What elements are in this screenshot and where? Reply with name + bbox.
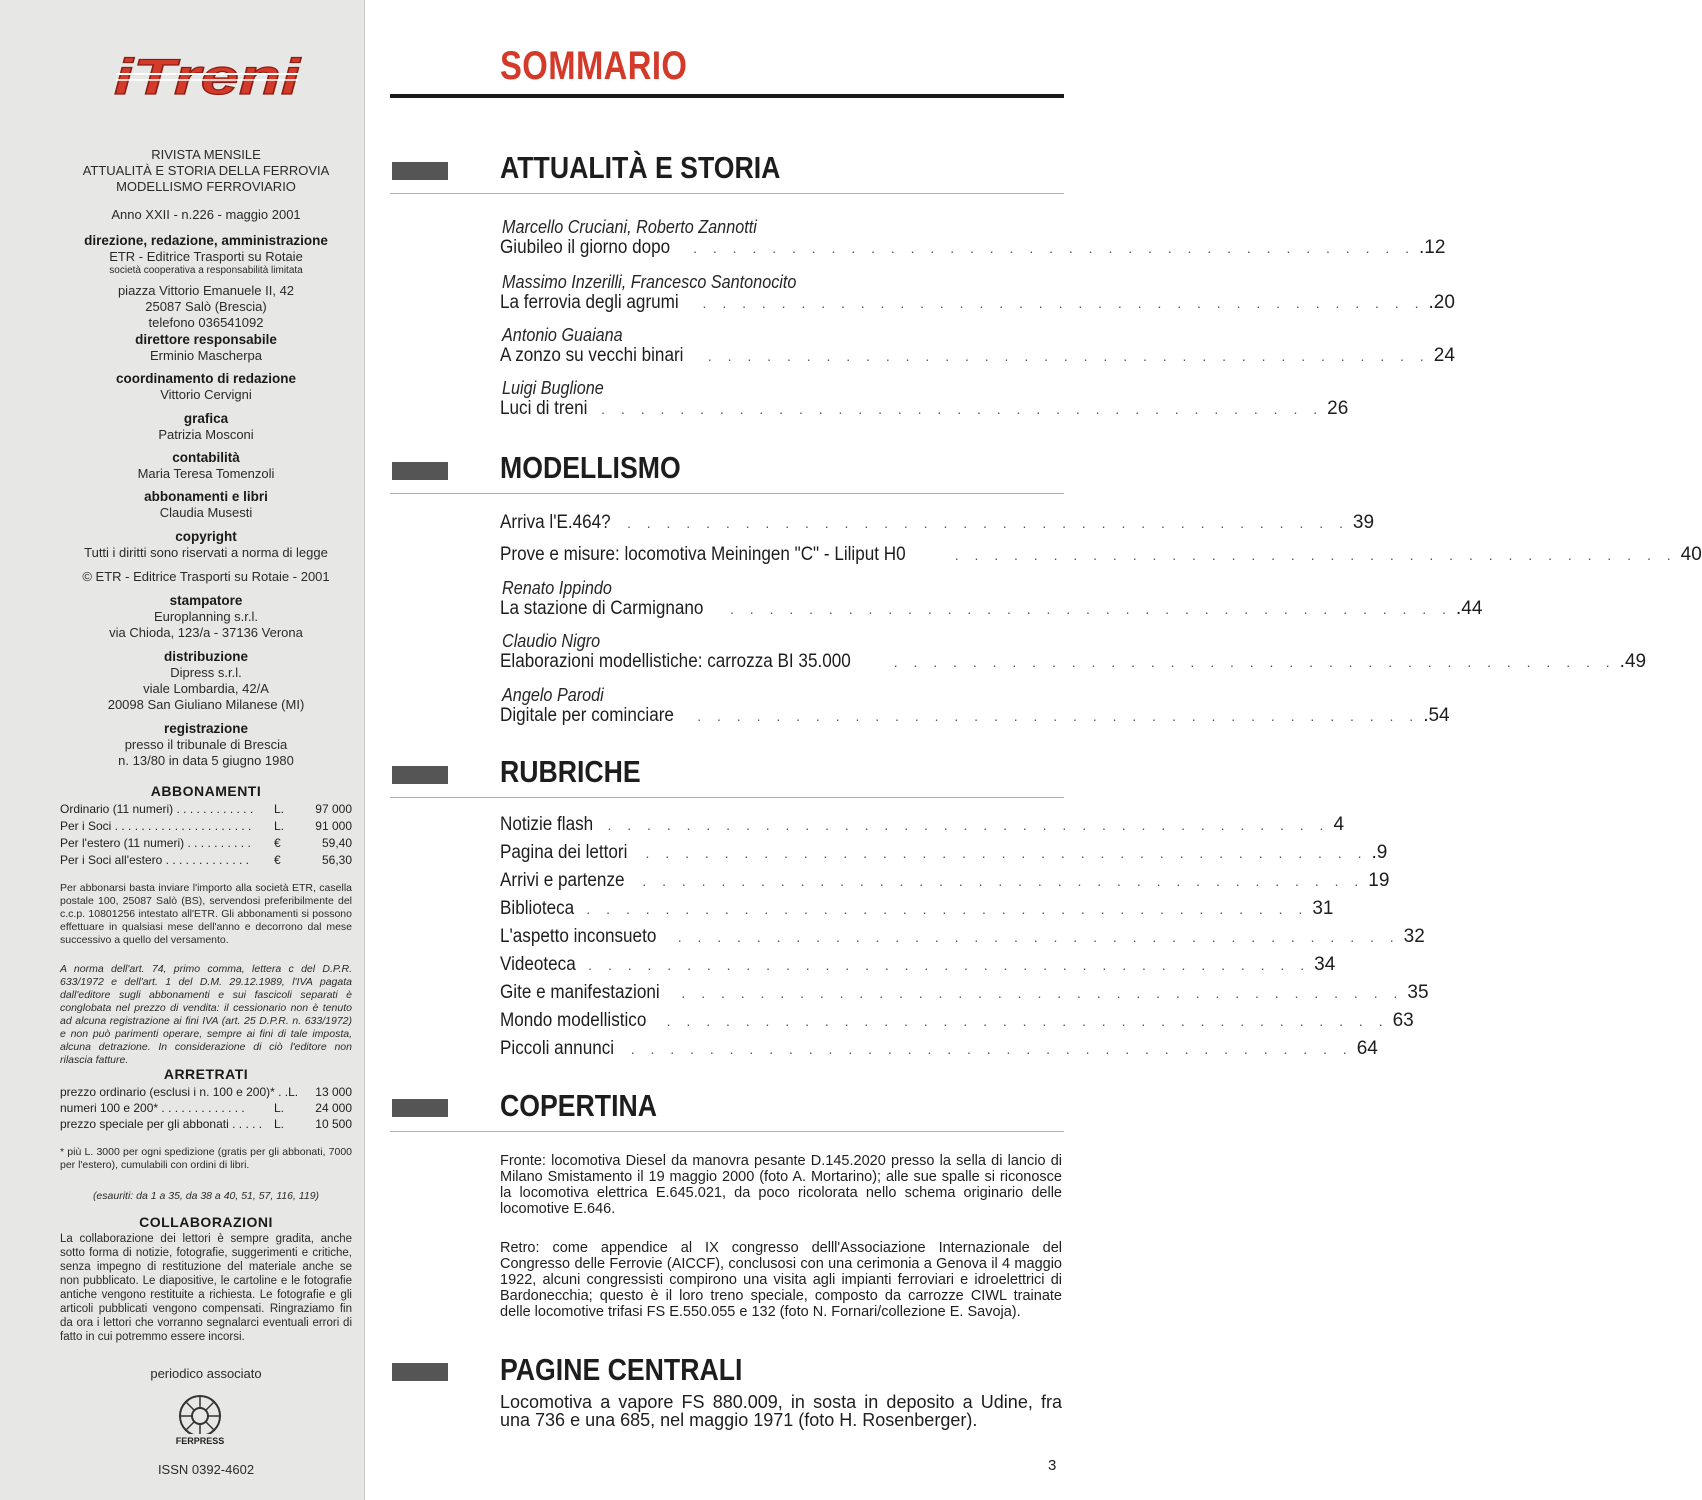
toc-entry[interactable] — [500, 870, 1390, 892]
toc-entry[interactable] — [500, 544, 1702, 566]
toc-page-number: .12 — [1419, 237, 1446, 258]
tagline-line: MODELLISMO FERROVIARIO — [116, 179, 296, 194]
section-title-modellismo: MODELLISMO — [500, 450, 681, 485]
leader-dots: . . . . . . . . . . . . . . . . . . . . . . . . . . . . . . . . . . . . . — [702, 295, 1425, 311]
tagline — [50, 147, 362, 195]
price-row — [60, 1116, 352, 1132]
issue-info: Anno XXII - n.226 - maggio 2001 — [111, 207, 301, 222]
toc-entry[interactable] — [500, 651, 1647, 673]
svg-text:iTreni: iTreni — [114, 49, 302, 105]
section-marker — [392, 162, 448, 180]
toc-page-number: 39 — [1352, 512, 1375, 533]
cover-front-caption: Fronte: locomotiva Diesel da manovra pesante D.145.2020 presso la sella di lancio di Milano Smistamento il 19 maggio 2000 (foto A. Mortarino); alle sue spalle si riconosce la locomotiva elettrica E.645.021, da poco ricolorata nello schema originario delle locomotive E.646. — [500, 1153, 1062, 1217]
toc-entry-title: Arrivi e partenze — [500, 870, 625, 891]
credit-line: ETR - Editrice Trasporti su Rotaie — [109, 249, 303, 264]
credit-line: n. 13/80 in data 5 giugno 1980 — [118, 753, 294, 768]
toc-page-number: 32 — [1403, 926, 1425, 947]
section-rule — [390, 1131, 1064, 1132]
credit-line: 25087 Salò (Brescia) — [145, 299, 267, 314]
iva-legal-note: A norma dell'art. 74, primo comma, lettera c del D.P.R. 633/1972 e dell'art. 1 del D.M. 29.12.1989, l'IVA pagata dall'editore sugli abbonamenti e sui fascicoli separati è conglobata nel prezzo di vendita: il cessionario non è tenuto ad alcuna registrazione ai fini IVA (art. 25 D.P.R. n. 633/1972) e non può parimenti operare, sempre ai fini di tale imposta, alcuna detrazione. In considerazione di ciò l'editore non rilascia fatture. — [60, 963, 352, 1066]
leader-dots: . . . . . . . . . . . . . . . . . . . . . . . . . . . . . . . . . . . . . — [697, 708, 1420, 724]
credits-copyright — [50, 529, 362, 585]
leader-dots: . . . . . . . . . . . . . . . . . . . . . . . . . . . . . . . . . . . . . — [588, 957, 1311, 973]
toc-entry-title: Mondo modellistico — [500, 1010, 647, 1031]
price-label: Per i Soci all'estero . . . . . . . . . . . . . — [60, 853, 250, 867]
price-currency: L. — [274, 1117, 285, 1131]
price-currency: L. — [274, 819, 285, 833]
toc-entry-title: Piccoli annunci — [500, 1038, 615, 1059]
price-label: numeri 100 e 200* . . . . . . . . . . . . . — [60, 1101, 245, 1115]
toc-page-number: 63 — [1392, 1010, 1414, 1031]
toc-page-number: 34 — [1314, 954, 1336, 975]
credits-registrazione — [50, 721, 362, 769]
esauriti-note: (esauriti: da 1 a 35, da 38 a 40, 51, 57, 116, 119) — [92, 1190, 320, 1202]
toc-entry-title: La ferrovia degli agrumi — [500, 292, 679, 313]
price-label: prezzo ordinario (esclusi i n. 100 e 200)* . . — [60, 1085, 289, 1099]
toc-entry-title: La stazione di Carmignano — [500, 598, 704, 619]
arretrati-heading: ARRETRATI — [163, 1066, 249, 1082]
credit-line: Maria Teresa Tomenzoli — [137, 466, 275, 481]
price-amount: 24 000 — [315, 1101, 352, 1115]
price-row — [60, 1100, 352, 1116]
toc-entry[interactable] — [500, 1010, 1414, 1032]
credit-line: Erminio Mascherpa — [150, 348, 262, 363]
toc-entry[interactable] — [500, 345, 1455, 367]
associato-label: periodico associato — [150, 1366, 262, 1381]
leader-dots: . . . . . . . . . . . . . . . . . . . . . . . . . . . . . . . . . . . . . — [893, 654, 1616, 670]
toc-entry[interactable] — [500, 954, 1336, 976]
toc-page-number: .44 — [1455, 598, 1483, 619]
section-rule — [390, 797, 1064, 798]
credits-grafica — [50, 411, 362, 443]
toc-entry[interactable] — [500, 237, 1446, 259]
toc-page-number: 26 — [1327, 398, 1349, 419]
toc-page-number: .9 — [1371, 842, 1388, 863]
section-title-copertina: COPERTINA — [500, 1088, 658, 1123]
leader-dots: . . . . . . . . . . . . . . . . . . . . . . . . . . . . . . . . . . . . . — [954, 547, 1677, 563]
price-label: Per l'estero (11 numeri) . . . . . . . . . . — [60, 836, 251, 850]
credit-line: viale Lombardia, 42/A — [143, 681, 269, 696]
page-number: 3 — [1048, 1457, 1057, 1474]
section-title-rubriche: RUBRICHE — [500, 754, 641, 789]
credit-line: via Chioda, 123/a - 37136 Verona — [109, 625, 303, 640]
credits-contabilita — [50, 450, 362, 482]
credits-stampatore — [50, 593, 362, 641]
price-currency: € — [274, 853, 281, 867]
toc-page-number: 64 — [1356, 1038, 1378, 1059]
credit-line: 20098 San Giuliano Milanese (MI) — [107, 697, 305, 712]
toc-entry[interactable] — [500, 842, 1388, 864]
toc-entry-title: Videoteca — [500, 954, 576, 975]
price-row — [60, 852, 352, 868]
credit-heading: registrazione — [163, 721, 249, 736]
credit-heading: contabilità — [172, 450, 240, 465]
toc-entry-title: L'aspetto inconsueto — [500, 926, 657, 947]
toc-entry-title: Digitale per cominciare — [500, 705, 674, 726]
price-amount: 10 500 — [315, 1117, 352, 1131]
toc-entry[interactable] — [500, 982, 1429, 1004]
leader-dots: . . . . . . . . . . . . . . . . . . . . . . . . . . . . . . . . . . . . . — [681, 985, 1404, 1001]
leader-dots: . . . . . . . . . . . . . . . . . . . . . . . . . . . . . . . . . . . . . — [642, 873, 1365, 889]
toc-page-number: .54 — [1423, 705, 1450, 726]
price-row — [60, 835, 352, 851]
toc-entry-title: Gite e manifestazioni — [500, 982, 660, 1003]
toc-entry[interactable] — [500, 398, 1349, 420]
toc-entry-title: Arriva l'E.464? — [500, 512, 611, 533]
article-author: Renato Ippindo — [502, 578, 612, 598]
toc-page-number: 4 — [1333, 814, 1345, 835]
toc-page-number: 19 — [1368, 870, 1390, 891]
credit-heading: distribuzione — [164, 649, 248, 664]
section-title-pagine-centrali: PAGINE CENTRALI — [500, 1352, 743, 1387]
price-amount: 59,40 — [321, 836, 352, 850]
credit-small: società cooperativa a responsabilità limitata — [109, 265, 303, 276]
credits-distribuzione — [50, 649, 362, 713]
leader-dots: . . . . . . . . . . . . . . . . . . . . . . . . . . . . . . . . . . . . . — [730, 601, 1452, 617]
toc-entry[interactable] — [500, 598, 1483, 620]
toc-page-number: 31 — [1312, 898, 1334, 919]
leader-dots: . . . . . . . . . . . . . . . . . . . . . . . . . . . . . . . . . . . . . — [677, 929, 1400, 945]
leader-dots: . . . . . . . . . . . . . . . . . . . . . . . . . . . . . . . . . . . . . — [601, 401, 1324, 417]
article-author: Angelo Parodi — [502, 685, 604, 705]
credit-heading: stampatore — [169, 593, 243, 608]
tagline-line: ATTUALITÀ E STORIA DELLA FERROVIA — [82, 163, 330, 178]
toc-entry[interactable] — [500, 1038, 1378, 1060]
credit-heading: direttore responsabile — [135, 332, 277, 347]
toc-entry[interactable] — [500, 926, 1425, 948]
toc-entry-title: Pagina dei lettori — [500, 842, 628, 863]
page-title: SOMMARIO — [500, 44, 688, 88]
leader-dots: . . . . . . . . . . . . . . . . . . . . . . . . . . . . . . . . . . . . . — [693, 240, 1416, 256]
price-row — [60, 1084, 352, 1100]
toc-entry[interactable] — [500, 814, 1345, 836]
price-amount: 97 000 — [315, 802, 352, 816]
leader-dots: . . . . . . . . . . . . . . . . . . . . . . . . . . . . . . . . . . . . . — [586, 901, 1309, 917]
price-label: Ordinario (11 numeri) . . . . . . . . . . . . — [60, 802, 254, 816]
section-marker — [392, 462, 448, 480]
toc-entry-title: Biblioteca — [500, 898, 575, 919]
price-amount: 13 000 — [315, 1085, 352, 1099]
credit-line: Dipress s.r.l. — [170, 665, 242, 680]
toc-entry-title: Luci di treni — [500, 398, 588, 419]
price-amount: 56,30 — [321, 853, 352, 867]
credit-heading: grafica — [183, 411, 229, 426]
toc-entry-title: Prove e misure: locomotiva Meiningen "C" - Liliput H0 — [500, 544, 906, 565]
itreni-logo — [112, 50, 302, 106]
toc-page-number: 24 — [1433, 345, 1455, 366]
price-row — [60, 801, 352, 817]
article-author: Massimo Inzerilli, Francesco Santonocito — [502, 272, 797, 292]
tagline-line: RIVISTA MENSILE — [151, 147, 261, 162]
credits-direttore — [50, 332, 362, 364]
credit-heading: copyright — [175, 529, 237, 544]
section-title-attualita: ATTUALITÀ E STORIA — [500, 150, 781, 185]
price-label: Per i Soci . . . . . . . . . . . . . . . . . . . . . — [60, 819, 252, 833]
toc-entry[interactable] — [500, 512, 1375, 534]
toc-entry-title: Notizie flash — [500, 814, 594, 835]
section-marker — [392, 766, 448, 784]
price-currency: L. — [288, 1085, 299, 1099]
article-author: Marcello Cruciani, Roberto Zannotti — [502, 217, 757, 237]
abbonamenti-heading: ABBONAMENTI — [150, 783, 262, 799]
leader-dots: . . . . . . . . . . . . . . . . . . . . . . . . . . . . . . . . . . . . . — [707, 348, 1430, 364]
article-author: Antonio Guaiana — [502, 325, 623, 345]
credit-line: Claudia Musesti — [159, 505, 253, 520]
toc-page-number: .20 — [1428, 292, 1455, 313]
centerfold-caption: Locomotiva a vapore FS 880.009, in sosta in deposito a Udine, fra una 736 e una 685, nel maggio 1971 (foto H. Rosenberger). — [500, 1392, 1062, 1430]
price-amount: 91 000 — [315, 819, 352, 833]
credits-abbonamenti — [50, 489, 362, 521]
section-marker — [392, 1099, 448, 1117]
price-currency: L. — [274, 802, 285, 816]
issn: ISSN 0392-4602 — [157, 1462, 255, 1477]
credits-coordinamento — [50, 371, 362, 403]
collaborazioni-heading: COLLABORAZIONI — [139, 1214, 273, 1230]
credit-line: Tutti i diritti sono riservati a norma di legge — [84, 545, 328, 560]
ferpress-emblem-icon — [172, 1392, 228, 1448]
credit-heading: coordinamento di redazione — [115, 371, 297, 386]
price-currency: € — [274, 836, 281, 850]
arretrati-note: * più L. 3000 per ogni spedizione (gratis per gli abbonati, 7000 per l'estero), cumulabili con ordini di libri. — [60, 1146, 352, 1171]
article-author: Claudio Nigro — [502, 631, 601, 651]
collaborazioni-text: La collaborazione dei lettori è sempre gradita, anche sotto forma di notizie, fotografie, suggerimenti e critiche, senza impegno di restituzione del materiale anche se non pubblicato. Le diapositive, le cartoline e le fotografie antiche vengono restituite a richiesta. Le fotografie e gli articoli pubblicati vengono compensati. Ringraziamo fin da ora i lettori che vorranno segnalarci eventuali errori di fatto in cui potremmo essere incorsi. — [60, 1233, 352, 1343]
copyright-line: © ETR - Editrice Trasporti su Rotaie - 2001 — [82, 569, 330, 584]
credit-line: Patrizia Mosconi — [158, 427, 254, 442]
leader-dots: . . . . . . . . . . . . . . . . . . . . . . . . . . . . . . . . . . . . . — [666, 1013, 1389, 1029]
price-row — [60, 818, 352, 834]
abbonamenti-note: Per abbonarsi basta inviare l'importo alla società ETR, casella postale 100, 25087 Salò (BS), servendosi preferibilmente del c.c.p. 10801256 intestato all'ETR. Gli abbonamenti si possono effettuare in qualsiasi mese dell'anno e decorrono dal mese successivo a quello del versamento. — [60, 882, 352, 946]
price-label: prezzo speciale per gli abbonati . . . . . — [60, 1117, 263, 1131]
credit-line: Vittorio Cervigni — [160, 387, 252, 402]
credit-heading: direzione, redazione, amministrazione — [84, 233, 328, 248]
credit-heading: abbonamenti e libri — [144, 489, 268, 504]
credit-line: Europlanning s.r.l. — [153, 609, 259, 624]
toc-page-number: 35 — [1407, 982, 1429, 1003]
svg-text:FERPRESS: FERPRESS — [175, 1436, 225, 1446]
toc-entry-title: A zonzo su vecchi binari — [500, 345, 684, 366]
credit-line: presso il tribunale di Brescia — [124, 737, 288, 752]
leader-dots: . . . . . . . . . . . . . . . . . . . . . . . . . . . . . . . . . . . . . — [626, 515, 1349, 531]
leader-dots: . . . . . . . . . . . . . . . . . . . . . . . . . . . . . . . . . . . . . — [645, 845, 1368, 861]
toc-entry[interactable] — [500, 898, 1334, 920]
section-rule — [390, 493, 1064, 494]
toc-page-number: 40 — [1680, 544, 1702, 565]
toc-page-number: .49 — [1619, 651, 1647, 672]
price-currency: L. — [274, 1101, 285, 1115]
section-rule — [390, 193, 1064, 194]
title-rule — [390, 94, 1064, 98]
masthead-sidebar — [0, 0, 365, 1500]
toc-entry[interactable] — [500, 705, 1450, 727]
credit-line: piazza Vittorio Emanuele II, 42 — [117, 283, 295, 298]
toc-entry-title: Elaborazioni modellistiche: carrozza BI 35.000 — [500, 651, 851, 672]
article-author: Luigi Buglione — [502, 378, 604, 398]
cover-back-caption: Retro: come appendice al IX congresso delll'Associazione Internazionale del Congresso delle Ferrovie (AICCF), conclusosi con una cerimonia a Genova il 4 maggio 1922, alcuni congressisti compirono una visita agli impianti ferroviari e idroelettrici di Bardonecchia; questo è il loro treno speciale, composto da carrozze CIWL trainate delle locomotive trifasi FS E.550.055 e 132 (foto N. Fornari/collezione E. Savoja). — [500, 1240, 1062, 1320]
toc-entry[interactable] — [500, 292, 1455, 314]
section-marker — [392, 1363, 448, 1381]
leader-dots: . . . . . . . . . . . . . . . . . . . . . . . . . . . . . . . . . . . . . — [630, 1041, 1353, 1057]
credit-line: telefono 036541092 — [148, 315, 264, 330]
toc-entry-title: Giubileo il giorno dopo — [500, 237, 671, 258]
credits-direzione — [50, 233, 362, 331]
leader-dots: . . . . . . . . . . . . . . . . . . . . . . . . . . . . . . . . . . . . . — [607, 817, 1330, 833]
